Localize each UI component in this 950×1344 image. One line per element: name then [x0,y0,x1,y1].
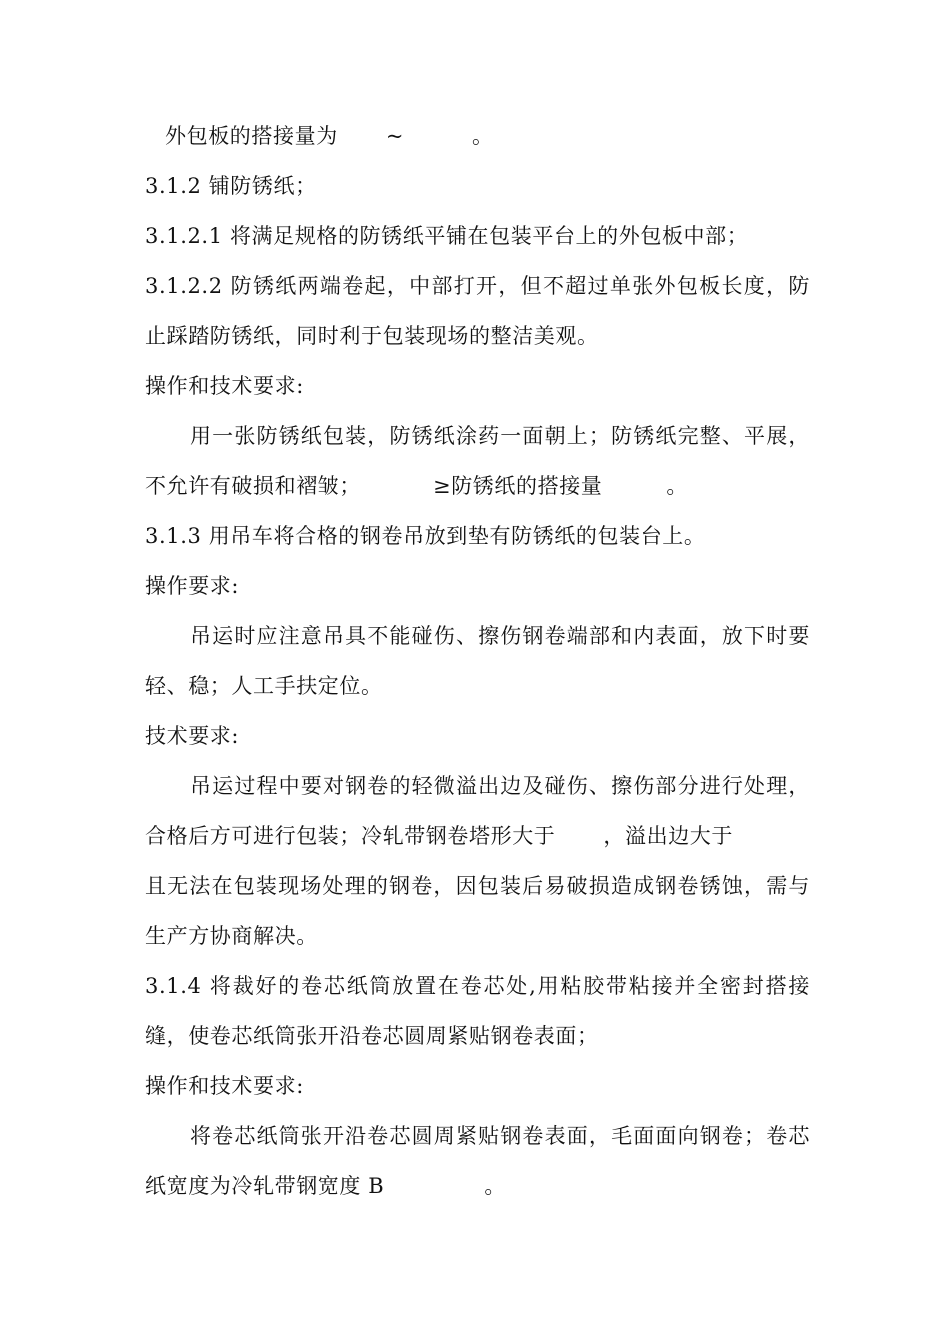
paragraph-line: 用一张防锈纸包装，防锈纸涂药一面朝上；防锈纸完整、平展， [190,424,810,448]
paragraph-line: 缝，使卷芯纸筒张开沿卷芯圆周紧贴钢卷表面； [145,1024,599,1048]
text-segment: 不允许有破损和褶皱； [145,474,361,498]
paragraph-line [145,1171,810,1201]
text-segment: 。 [666,474,689,498]
section-heading: 3.1.3 用吊车将合格的钢卷吊放到垫有防锈纸的包装台上。 [145,524,706,548]
paragraph-line: 止踩踏防锈纸，同时利于包装现场的整洁美观。 [145,324,599,348]
text-segment: ≥防锈纸的搭接量 [433,474,603,498]
paragraph-line [145,821,810,851]
text-segment: ，溢出边大于 [603,824,734,848]
paragraph-line: 轻、稳；人工手扶定位。 [145,674,383,698]
paragraph-line: 生产方协商解决。 [145,924,318,948]
paragraph-line: 将卷芯纸筒张开沿卷芯圆周紧贴钢卷表面，毛面面向钢卷；卷芯 [190,1124,810,1148]
text-segment: 外包板的搭接量为 [165,124,338,148]
paragraph-line: 且无法在包装现场处理的钢卷，因包装后易破损造成钢卷锈蚀，需与 [145,874,810,898]
subheading: 技术要求: [145,724,240,748]
text-segment: ~ [385,124,405,148]
paragraph-line: 吊运时应注意吊具不能碰伤、擦伤钢卷端部和内表面，放下时要 [190,624,810,648]
subheading: 操作和技术要求: [145,374,304,398]
text-segment: 合格后方可进行包装；冷轧带钢卷塔形大于 [145,824,556,848]
paragraph-line [165,121,830,151]
section-heading: 3.1.4 将裁好的卷芯纸筒放置在卷芯处,用粘胶带粘接并全密封搭接 [145,974,810,998]
paragraph-line [145,471,810,501]
section-heading: 3.1.2 铺防锈纸； [145,174,317,198]
text-segment: 纸宽度为冷轧带钢宽度 B [145,1174,385,1198]
paragraph-line: 3.1.2.1 将满足规格的防锈纸平铺在包装平台上的外包板中部； [145,224,749,248]
paragraph-line: 吊运过程中要对钢卷的轻微溢出边及碰伤、擦伤部分进行处理， [190,774,810,798]
paragraph-line: 3.1.2.2 防锈纸两端卷起，中部打开，但不超过单张外包板长度，防 [145,274,810,298]
subheading: 操作要求: [145,574,240,598]
text-segment: 。 [484,1174,506,1198]
text-segment: 。 [472,124,494,148]
subheading: 操作和技术要求: [145,1074,304,1098]
